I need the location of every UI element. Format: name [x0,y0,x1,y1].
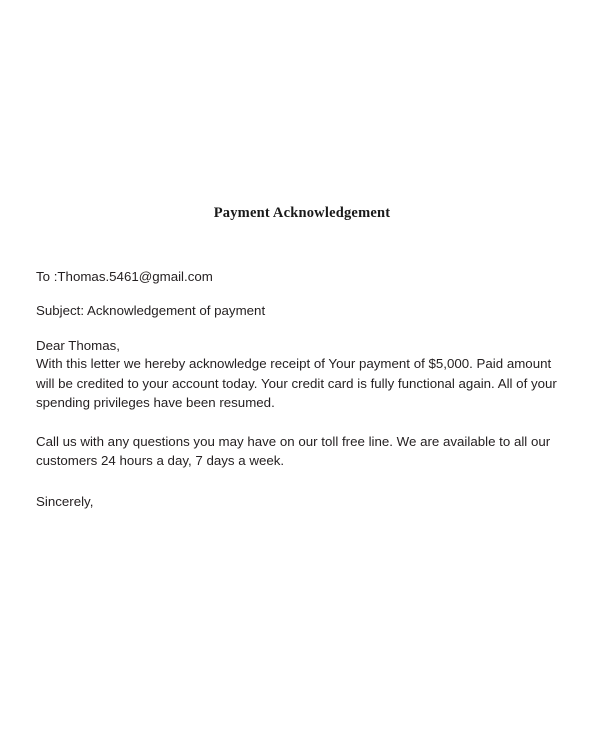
recipient-line: To :Thomas.5461@gmail.com [36,269,213,284]
page-title: Payment Acknowledgement [213,205,391,221]
letter-content [36,268,568,510]
salutation-line: Dear Thomas, [36,338,121,353]
body-paragraph-1: With this letter we hereby acknowledge receipt of Your payment of $5,000. Paid amount will be credited to your account today. Your credit card is fully functional again. All of your spending privileges have been resumed. [36,356,557,410]
closing-line: Sincerely, [36,493,94,509]
subject-line: Subject: Acknowledgement of payment [36,303,266,318]
body-paragraph-2: Call us with any questions you may have on our toll free line. We are available to all our customers 24 hours a day, 7 days a week. [36,433,551,468]
letter-body [36,0,568,510]
